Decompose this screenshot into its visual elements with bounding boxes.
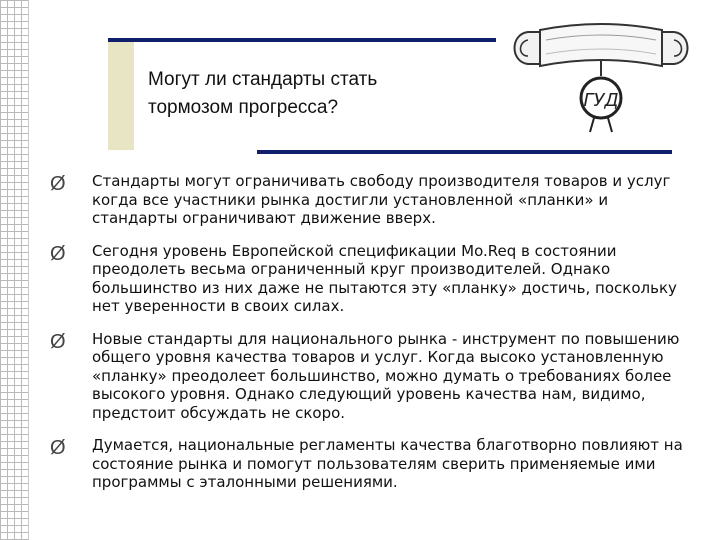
- bullet-arrow-icon: Ø: [50, 173, 66, 195]
- bullet-arrow-icon: Ø: [50, 437, 66, 459]
- title-top-line: [108, 38, 496, 42]
- list-item: [50, 436, 690, 492]
- slide-title: Могут ли стандарты стать тормозом прогресса?: [148, 69, 378, 118]
- scroll-seal-icon: [506, 10, 696, 140]
- title-accent-bar: [108, 38, 134, 150]
- grid-decoration: [0, 0, 29, 540]
- bullet-list: [50, 172, 690, 506]
- bullet-arrow-icon: Ø: [50, 330, 66, 353]
- bullet-text: Думается, национальные регламенты качества благотворно повлияют на состояние рынка и помогут пользователям сверить применяемые ими программы с эталонными решениями.: [92, 436, 683, 491]
- bullet-text: Сегодня уровень Европейской спецификации Mo.Req в состоянии преодолеть весьма ограниченный круг производителей. Однако большинство из них даже не пытаются эту «планку» достичь, поскольку нет уверенности в своих силах.: [92, 241, 677, 315]
- bullet-text: Стандарты могут ограничивать свободу производителя товаров и услуг когда все участники рынка достигли установленной «планки» и стандарты ограничивают движение вверх.: [92, 172, 671, 227]
- list-item: [50, 330, 690, 423]
- bullet-arrow-icon: Ø: [50, 242, 66, 265]
- list-item: [50, 172, 690, 228]
- bullet-text: Новые стандарты для национального рынка - инструмент по повышению общего уровня качества товаров и услуг. Когда высоко установленную «планку» преодолеет большинство, можно думать о требованиях более высокого уровня. Однако следующий уровень качества нам, видимо, предстоит обсуждать не скоро.: [92, 329, 680, 422]
- title-underline: [257, 150, 672, 154]
- list-item: [50, 242, 690, 316]
- seal-label: ГУД: [583, 90, 619, 111]
